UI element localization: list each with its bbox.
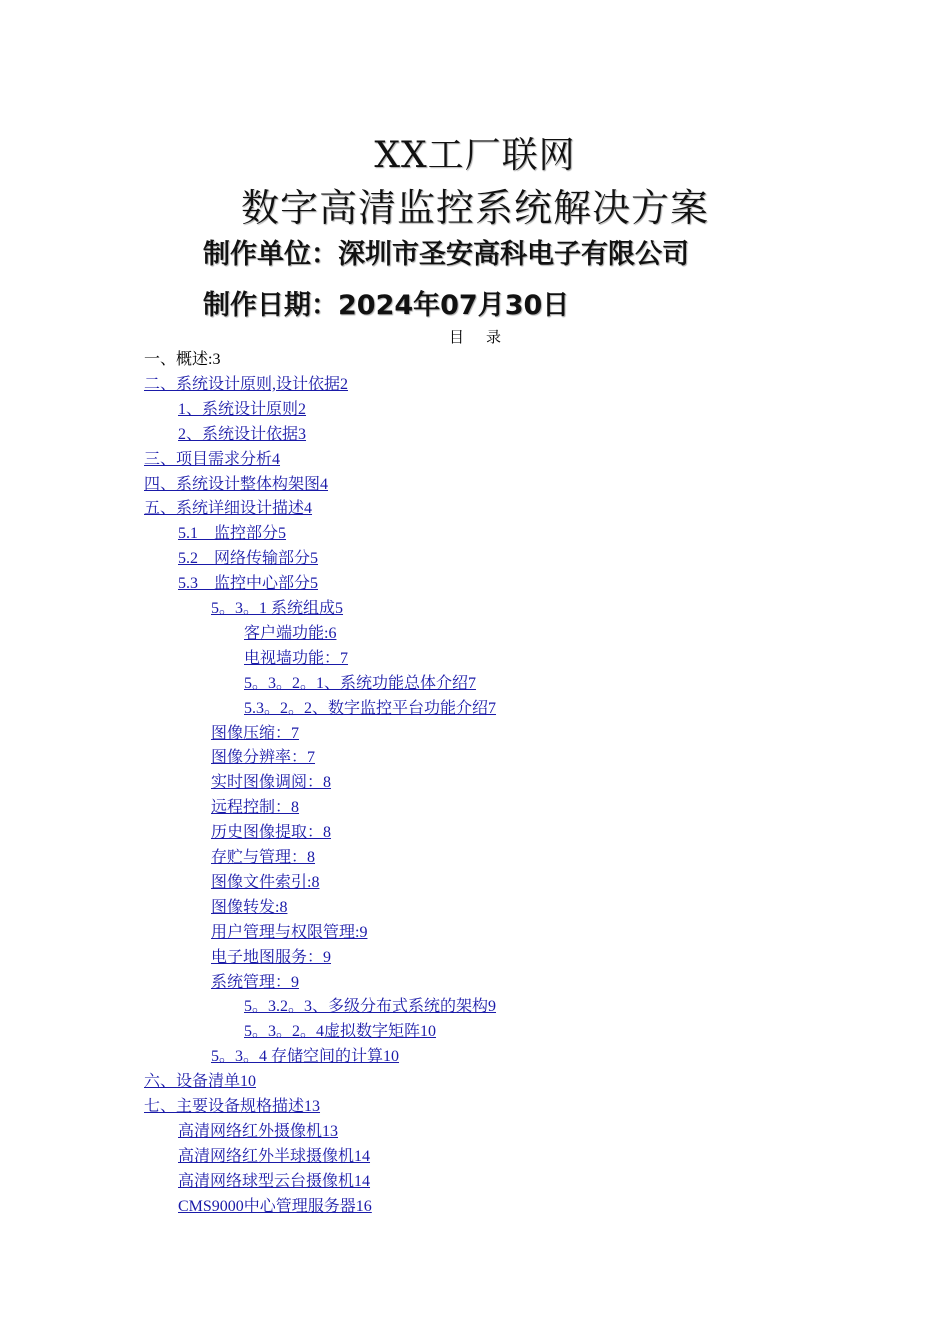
toc-entry[interactable]: 五、系统详细设计描述4 <box>144 500 313 518</box>
producer-unit: 制作单位：深圳市圣安高科电子有限公司 <box>203 239 689 270</box>
toc-entry[interactable]: 图像压缩：7 <box>211 724 300 742</box>
document-title-line1: XX工厂联网 <box>374 135 576 176</box>
toc-entry: 一、概述:3 <box>144 351 221 368</box>
toc-entry[interactable]: 5.1 监控部分5 <box>178 525 287 543</box>
toc-entry[interactable]: 5。3。4 存储空间的计算10 <box>211 1048 400 1066</box>
toc-entry[interactable]: 5.3 监控中心部分5 <box>178 575 319 593</box>
toc-entry[interactable]: 系统管理：9 <box>211 973 300 991</box>
toc-entry[interactable]: 图像转发:8 <box>211 898 288 916</box>
toc-entry[interactable]: CMS9000中心管理服务器16 <box>178 1197 372 1215</box>
toc-entry[interactable]: 5。3。2。4虚拟数字矩阵10 <box>244 1023 437 1041</box>
toc-entry[interactable]: 四、系统设计整体构架图4 <box>144 475 329 493</box>
toc-entry[interactable]: 七、主要设备规格描述13 <box>144 1098 321 1115</box>
toc-entry[interactable]: 5。3。1 系统组成5 <box>211 600 344 617</box>
toc-entry[interactable]: 高清网络球型云台摄像机14 <box>178 1172 371 1190</box>
toc-entry[interactable]: 用户管理与权限管理:9 <box>211 923 368 941</box>
toc-entry[interactable]: 客户端功能:6 <box>244 624 337 642</box>
production-date: 制作日期：2024年07月30日 <box>203 290 570 321</box>
toc-entry[interactable]: 5.2 网络传输部分5 <box>178 550 319 568</box>
toc-entry[interactable]: 实时图像调阅：8 <box>211 774 332 792</box>
toc-entry[interactable]: 5。3。2。1、系统功能总体介绍7 <box>244 674 477 692</box>
document-title-line2: 数字高清监控系统解决方案 <box>240 186 709 230</box>
toc-entry[interactable]: 六、设备清单10 <box>144 1073 257 1091</box>
toc-entry[interactable]: 高清网络红外摄像机13 <box>178 1122 339 1140</box>
toc-entry[interactable]: 图像文件索引:8 <box>211 873 320 891</box>
toc-entry[interactable]: 二、系统设计原则,设计依据2 <box>144 375 349 393</box>
toc-entry[interactable]: 三、项目需求分析4 <box>144 450 281 468</box>
toc-heading: 目录 <box>448 328 523 346</box>
toc-entry[interactable]: 电视墙功能：7 <box>244 649 349 667</box>
toc-entry[interactable]: 5.3。2。2、数字监控平台功能介绍7 <box>244 699 497 717</box>
toc-entry[interactable]: 存贮与管理：8 <box>211 849 316 866</box>
toc-entry[interactable]: 5。3.2。3、多级分布式系统的架构9 <box>244 998 497 1016</box>
toc-entry[interactable]: 高清网络红外半球摄像机14 <box>178 1147 371 1165</box>
toc-entry[interactable]: 1、系统设计原则2 <box>178 400 307 418</box>
toc-entry[interactable]: 电子地图服务：9 <box>211 948 332 966</box>
toc-entry[interactable]: 2、系统设计依据3 <box>178 425 307 443</box>
toc-entry[interactable]: 历史图像提取：8 <box>211 824 332 842</box>
toc-entry[interactable]: 图像分辨率：7 <box>211 749 316 767</box>
toc-entry[interactable]: 远程控制：8 <box>211 799 300 817</box>
